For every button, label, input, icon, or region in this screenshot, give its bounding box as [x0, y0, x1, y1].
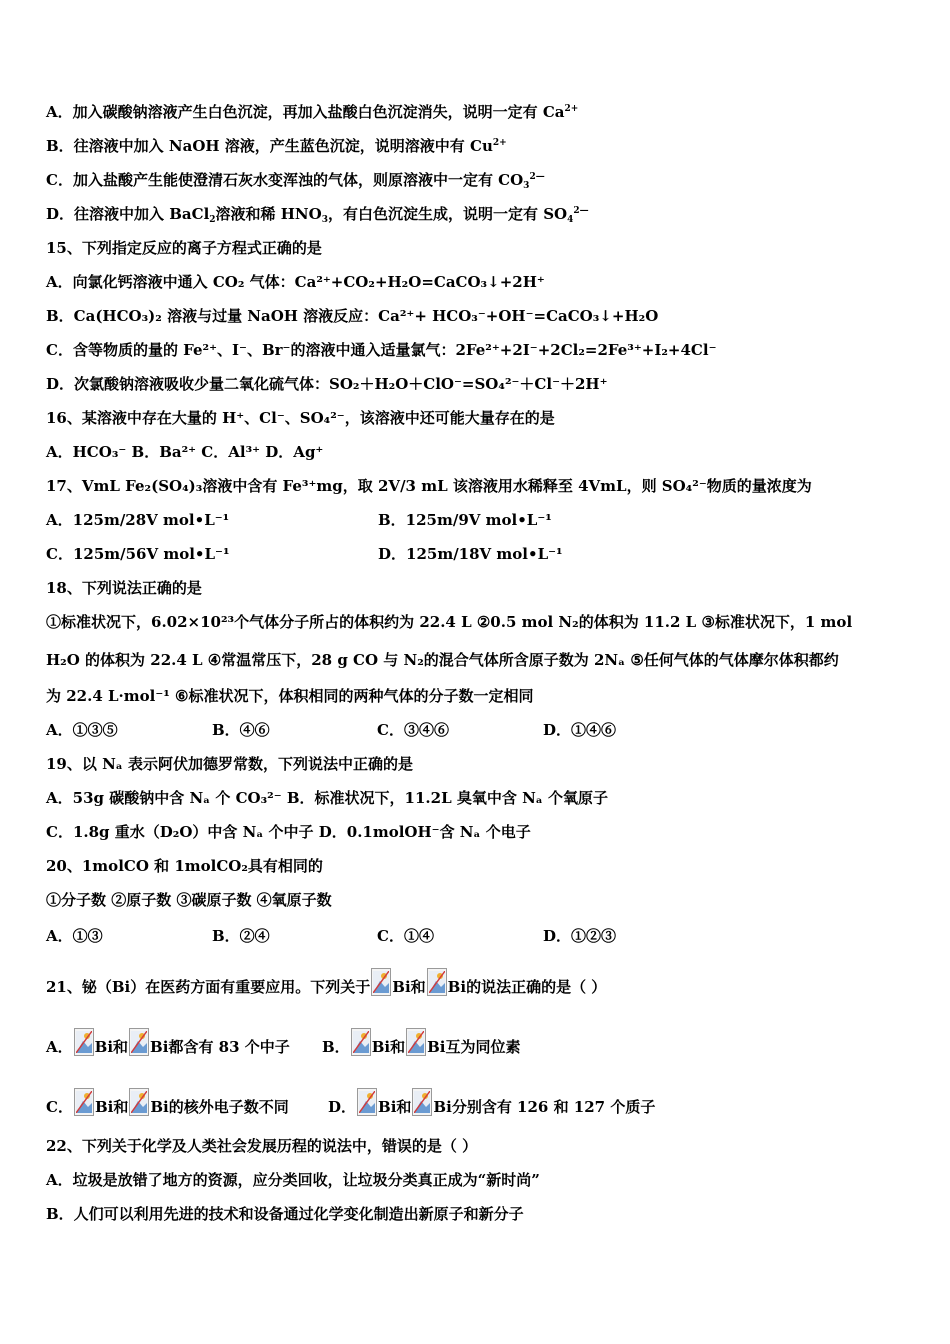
q21-options-cd	[46, 1088, 906, 1117]
q21-option-c: C． Bi和 Bi的核外电子数不同	[46, 1098, 289, 1116]
q18-statement-line-2: H₂O 的体积为 22.4 L ④常温常压下，28 g CO 与 N₂的混合气体所含原子数为 2Nₐ ⑤任何气体的气体摩尔体积都约	[46, 651, 839, 669]
bi-isotope-image	[129, 1028, 149, 1056]
q15-option-a: A．向氯化钙溶液中通入 CO₂ 气体：Ca²⁺+CO₂+H₂O=CaCO₃↓+2H⁺	[46, 273, 545, 291]
q19-options-cd: C．1.8g 重水（D₂O）中含 Nₐ 个中子 D．0.1molOH⁻含 Nₐ 个电子	[46, 823, 531, 841]
q18-stem: 18、下列说法正确的是	[46, 579, 202, 597]
q16-options: A．HCO₃⁻ B．Ba²⁺ C．Al³⁺ D．Ag⁺	[46, 443, 324, 461]
bi-isotope-image	[427, 968, 447, 996]
q21-stem: 21、铋（Bi）在医药方面有重要应用。下列关于 Bi和 Bi的说法正确的是（ ）	[46, 968, 606, 997]
q20-items: ①分子数 ②原子数 ③碳原子数 ④氧原子数	[46, 891, 332, 909]
bi-isotope-image	[357, 1088, 377, 1116]
q14-option-d: D．往溶液中加入 BaCl$_2$溶液和稀 $HNO_3$，有白色沉淀生成，说明一定有 $SO_4^{2—}$	[46, 205, 589, 225]
q18-option-c: C．③④⑥	[377, 721, 449, 739]
bi-isotope-image	[129, 1088, 149, 1116]
q20-option-a: A．①③	[46, 927, 103, 945]
q19-options-ab: A．53g 碳酸钠中含 Nₐ 个 CO₃²⁻ B．标准状况下，11.2L 臭氧中含 Nₐ 个氧原子	[46, 789, 608, 807]
q20-option-d: D．①②③	[543, 927, 617, 945]
q18-option-d: D．①④⑥	[543, 721, 617, 739]
q15-option-d: D．次氯酸钠溶液吸收少量二氧化硫气体：SO₂＋H₂O＋ClO⁻=SO₄²⁻＋Cl⁻＋2H⁺	[46, 375, 608, 393]
bi-isotope-image	[74, 1088, 94, 1116]
q17-options-ab	[46, 510, 906, 530]
q14-option-b: B．往溶液中加入 NaOH 溶液，产生蓝色沉淀，说明溶液中有 $Cu^{2+}$	[46, 137, 507, 155]
q17-options-cd	[46, 544, 906, 564]
q14-option-c: C．加入盐酸产生能使澄清石灰水变浑浊的气体，则原溶液中一定有 $CO_3^{2—}$	[46, 171, 545, 191]
q16-stem: 16、某溶液中存在大量的 H⁺、Cl⁻、SO₄²⁻，该溶液中还可能大量存在的是	[46, 409, 555, 427]
bi-isotope-image	[74, 1028, 94, 1056]
bi-isotope-image	[371, 968, 391, 996]
q22-option-a: A．垃圾是放错了地方的资源，应分类回收，让垃圾分类真正成为“新时尚”	[46, 1171, 540, 1189]
q18-option-a: A．①③⑤	[46, 721, 118, 739]
q18-statement-line-3: 为 22.4 L·mol⁻¹ ⑥标准状况下，体积相同的两种气体的分子数一定相同	[46, 687, 534, 705]
q21-option-d: D． Bi和 Bi分别含有 126 和 127 个质子	[328, 1088, 655, 1117]
q22-stem: 22、下列关于化学及人类社会发展历程的说法中，错误的是（ ）	[46, 1137, 478, 1155]
q19-stem: 19、以 Nₐ 表示阿伏加德罗常数，下列说法中正确的是	[46, 755, 414, 773]
q22-option-b: B．人们可以利用先进的技术和设备通过化学变化制造出新原子和新分子	[46, 1205, 524, 1223]
bi-isotope-image	[406, 1028, 426, 1056]
q17-stem: 17、VmL Fe₂(SO₄)₃溶液中含有 Fe³⁺mg，取 2V/3 mL 该溶液用水稀释至 4VmL，则 SO₄²⁻物质的量浓度为	[46, 477, 812, 495]
q21-options-ab	[46, 1028, 906, 1057]
q17-option-c: C．125m/56V mol•L⁻¹	[46, 545, 230, 563]
q20-option-c: C．①④	[377, 927, 434, 945]
q15-stem: 15、下列指定反应的离子方程式正确的是	[46, 239, 322, 257]
q15-option-b: B．Ca(HCO₃)₂ 溶液与过量 NaOH 溶液反应：Ca²⁺+ HCO₃⁻+OH⁻=CaCO₃↓+H₂O	[46, 307, 659, 325]
q21-option-b: B． Bi和 Bi互为同位素	[322, 1028, 521, 1057]
q17-option-d: D．125m/18V mol•L⁻¹	[378, 545, 563, 563]
q17-option-a: A．125m/28V mol•L⁻¹	[46, 511, 230, 529]
q15-option-c: C．含等物质的量的 Fe²⁺、I⁻、Br⁻的溶液中通入适量氯气：2Fe²⁺+2I⁻+2Cl₂=2Fe³⁺+I₂+4Cl⁻	[46, 341, 717, 359]
q20-stem: 20、1molCO 和 1molCO₂具有相同的	[46, 857, 323, 875]
q14-option-a: A．加入碳酸钠溶液产生白色沉淀，再加入盐酸白色沉淀消失，说明一定有 $Ca^{2+}$	[46, 103, 579, 121]
bi-isotope-image	[351, 1028, 371, 1056]
bi-isotope-image	[412, 1088, 432, 1116]
q17-option-b: B．125m/9V mol•L⁻¹	[378, 511, 552, 529]
q18-statement-line-1: ①标准状况下，6.02×10²³个气体分子所占的体积约为 22.4 L ②0.5 mol N₂的体积为 11.2 L ③标准状况下，1 mol	[46, 613, 853, 631]
q20-option-b: B．②④	[212, 927, 270, 945]
q18-option-b: B．④⑥	[212, 721, 270, 739]
q21-option-a: A． Bi和 Bi都含有 83 个中子	[46, 1038, 290, 1056]
